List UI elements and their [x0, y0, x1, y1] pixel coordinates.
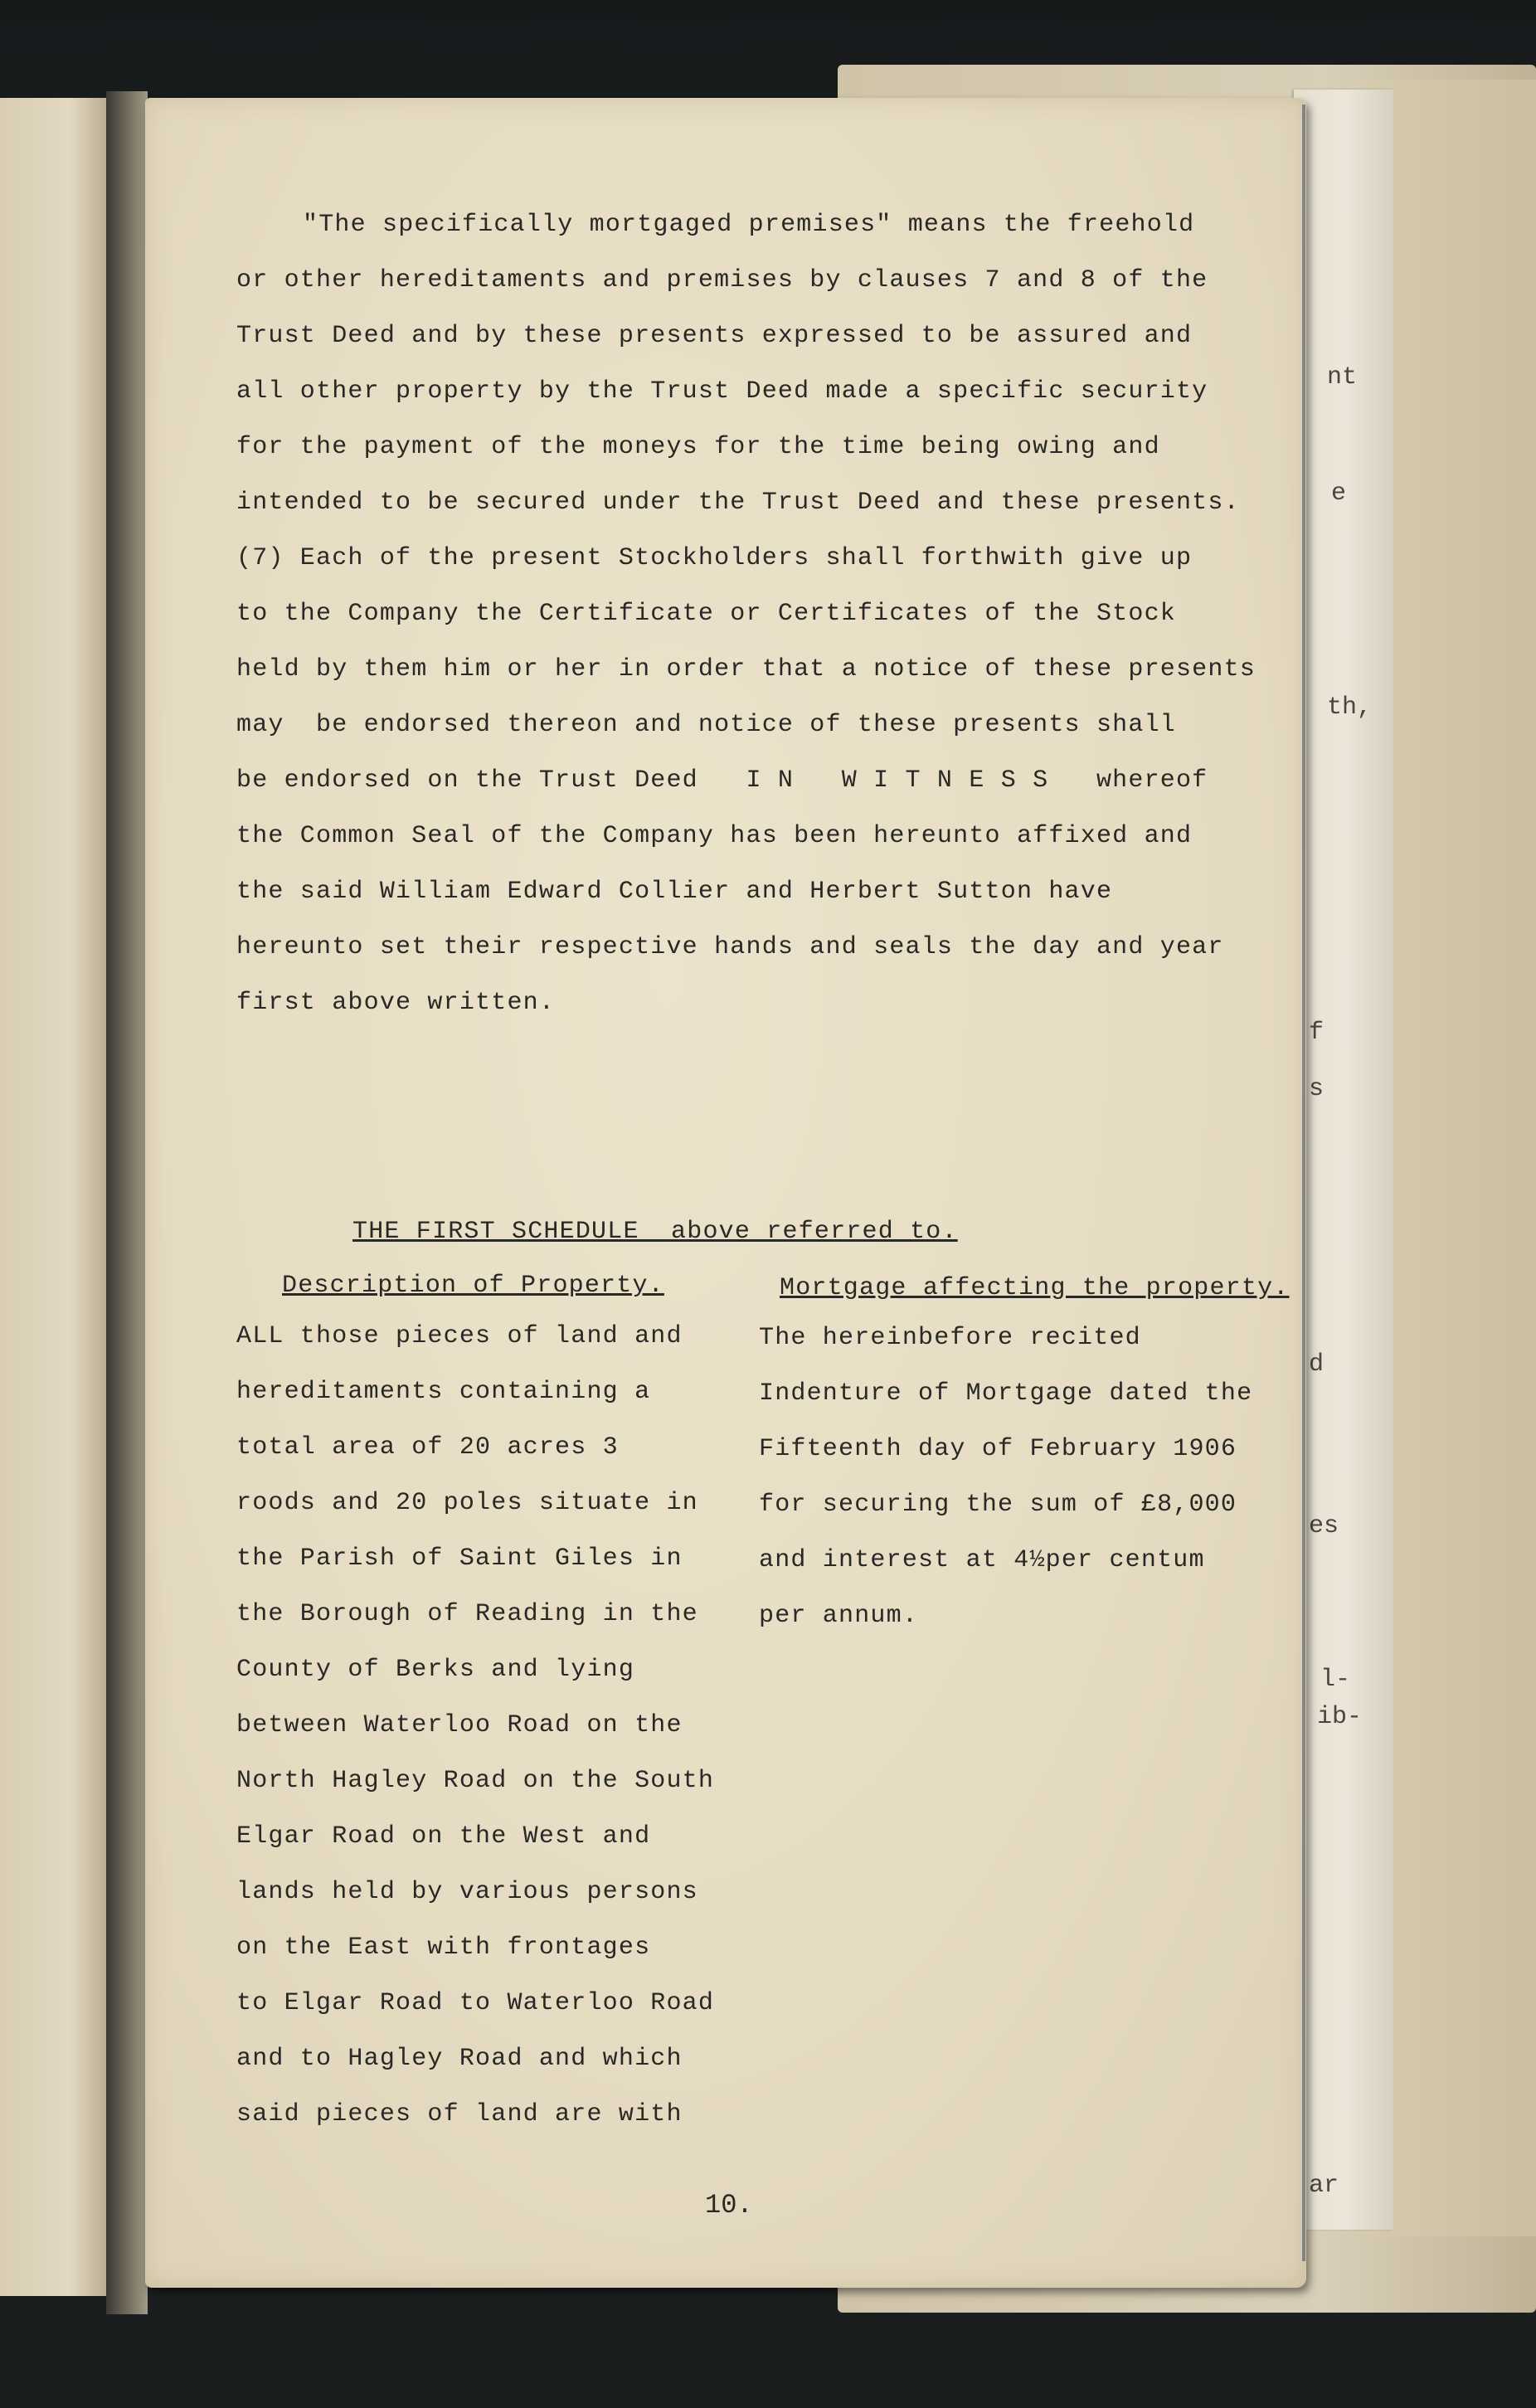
fragment-text: e [1331, 479, 1347, 508]
left-column-line: hereditaments containing a [236, 1378, 651, 1406]
right-column [759, 1311, 1273, 1644]
fragment-text: nt [1327, 363, 1358, 392]
fragment-text: ar [1309, 2172, 1339, 2200]
left-column-line: ALL those pieces of land and [236, 1322, 683, 1350]
body-line: "The specifically mortgaged premises" means the freehold [303, 211, 1195, 239]
right-column-line: The hereinbefore recited [759, 1324, 1141, 1352]
body-line: held by them him or her in order that a notice of these presents [236, 655, 1256, 683]
left-column-line: to Elgar Road to Waterloo Road [236, 1989, 715, 2017]
body-line: to the Company the Certificate or Certificates of the Stock [236, 600, 1176, 628]
right-column-heading: Mortgage affecting the property. [780, 1274, 1290, 1302]
body-line: the said William Edward Collier and Herbert Sutton have [236, 878, 1113, 906]
book-gutter [106, 91, 148, 2314]
fragment-text: ib- [1317, 1703, 1363, 1731]
body-line: the Common Seal of the Company has been hereunto affixed and [236, 822, 1193, 850]
left-column-line: and to Hagley Road and which [236, 2045, 683, 2073]
left-column-line: the Parish of Saint Giles in [236, 1545, 683, 1573]
left-column-line: North Hagley Road on the South [236, 1767, 715, 1795]
fragment-text: s [1309, 1075, 1325, 1103]
left-column-line: Elgar Road on the West and [236, 1822, 651, 1851]
left-column-heading: Description of Property. [282, 1272, 664, 1300]
body-line: be endorsed on the Trust Deed I N W I T N E S S whereof [236, 766, 1208, 795]
body-line: intended to be secured under the Trust Deed and these presents. [236, 489, 1240, 517]
page-number: 10. [705, 2190, 753, 2221]
underlying-page [1294, 90, 1393, 2230]
fragment-text: f [1309, 1019, 1325, 1047]
right-column-line: and interest at 4½per centum [759, 1546, 1205, 1574]
left-facing-page [0, 98, 116, 2296]
body-line: all other property by the Trust Deed made a specific security [236, 377, 1208, 406]
fragment-text: es [1309, 1512, 1339, 1540]
fragment-text: l- [1320, 1666, 1351, 1694]
left-column-line: County of Berks and lying [236, 1656, 635, 1684]
body-line: or other hereditaments and premises by clauses 7 and 8 of the [236, 266, 1208, 294]
body-line: Trust Deed and by these presents expressed to be assured and [236, 322, 1193, 350]
left-column-line: lands held by various persons [236, 1878, 698, 1906]
right-column-line: for securing the sum of £8,000 [759, 1491, 1237, 1519]
right-column-line: Fifteenth day of February 1906 [759, 1435, 1237, 1463]
left-column-line: total area of 20 acres 3 [236, 1433, 619, 1462]
body-line: for the payment of the moneys for the time being owing and [236, 433, 1160, 461]
document-page [145, 98, 1306, 2288]
left-column [236, 1309, 715, 2143]
schedule-title: THE FIRST SCHEDULE above referred to. [352, 1218, 958, 1246]
body-text [236, 197, 1281, 1031]
left-column-line: on the East with frontages [236, 1934, 651, 1962]
right-column-line: per annum. [759, 1602, 919, 1630]
body-line: hereunto set their respective hands and seals the day and year [236, 933, 1224, 961]
body-line: first above written. [236, 989, 556, 1017]
body-line: may be endorsed thereon and notice of these presents shall [236, 711, 1176, 739]
left-column-line: said pieces of land are with [236, 2100, 683, 2128]
body-line: (7) Each of the present Stockholders shall forthwith give up [236, 544, 1193, 572]
fragment-text: th, [1327, 693, 1373, 722]
page-edge-line [1302, 105, 1305, 2261]
right-column-line: Indenture of Mortgage dated the [759, 1379, 1253, 1408]
left-column-line: between Waterloo Road on the [236, 1711, 683, 1739]
fragment-text: d [1309, 1350, 1325, 1379]
left-column-line: the Borough of Reading in the [236, 1600, 698, 1628]
left-column-line: roods and 20 poles situate in [236, 1489, 698, 1517]
